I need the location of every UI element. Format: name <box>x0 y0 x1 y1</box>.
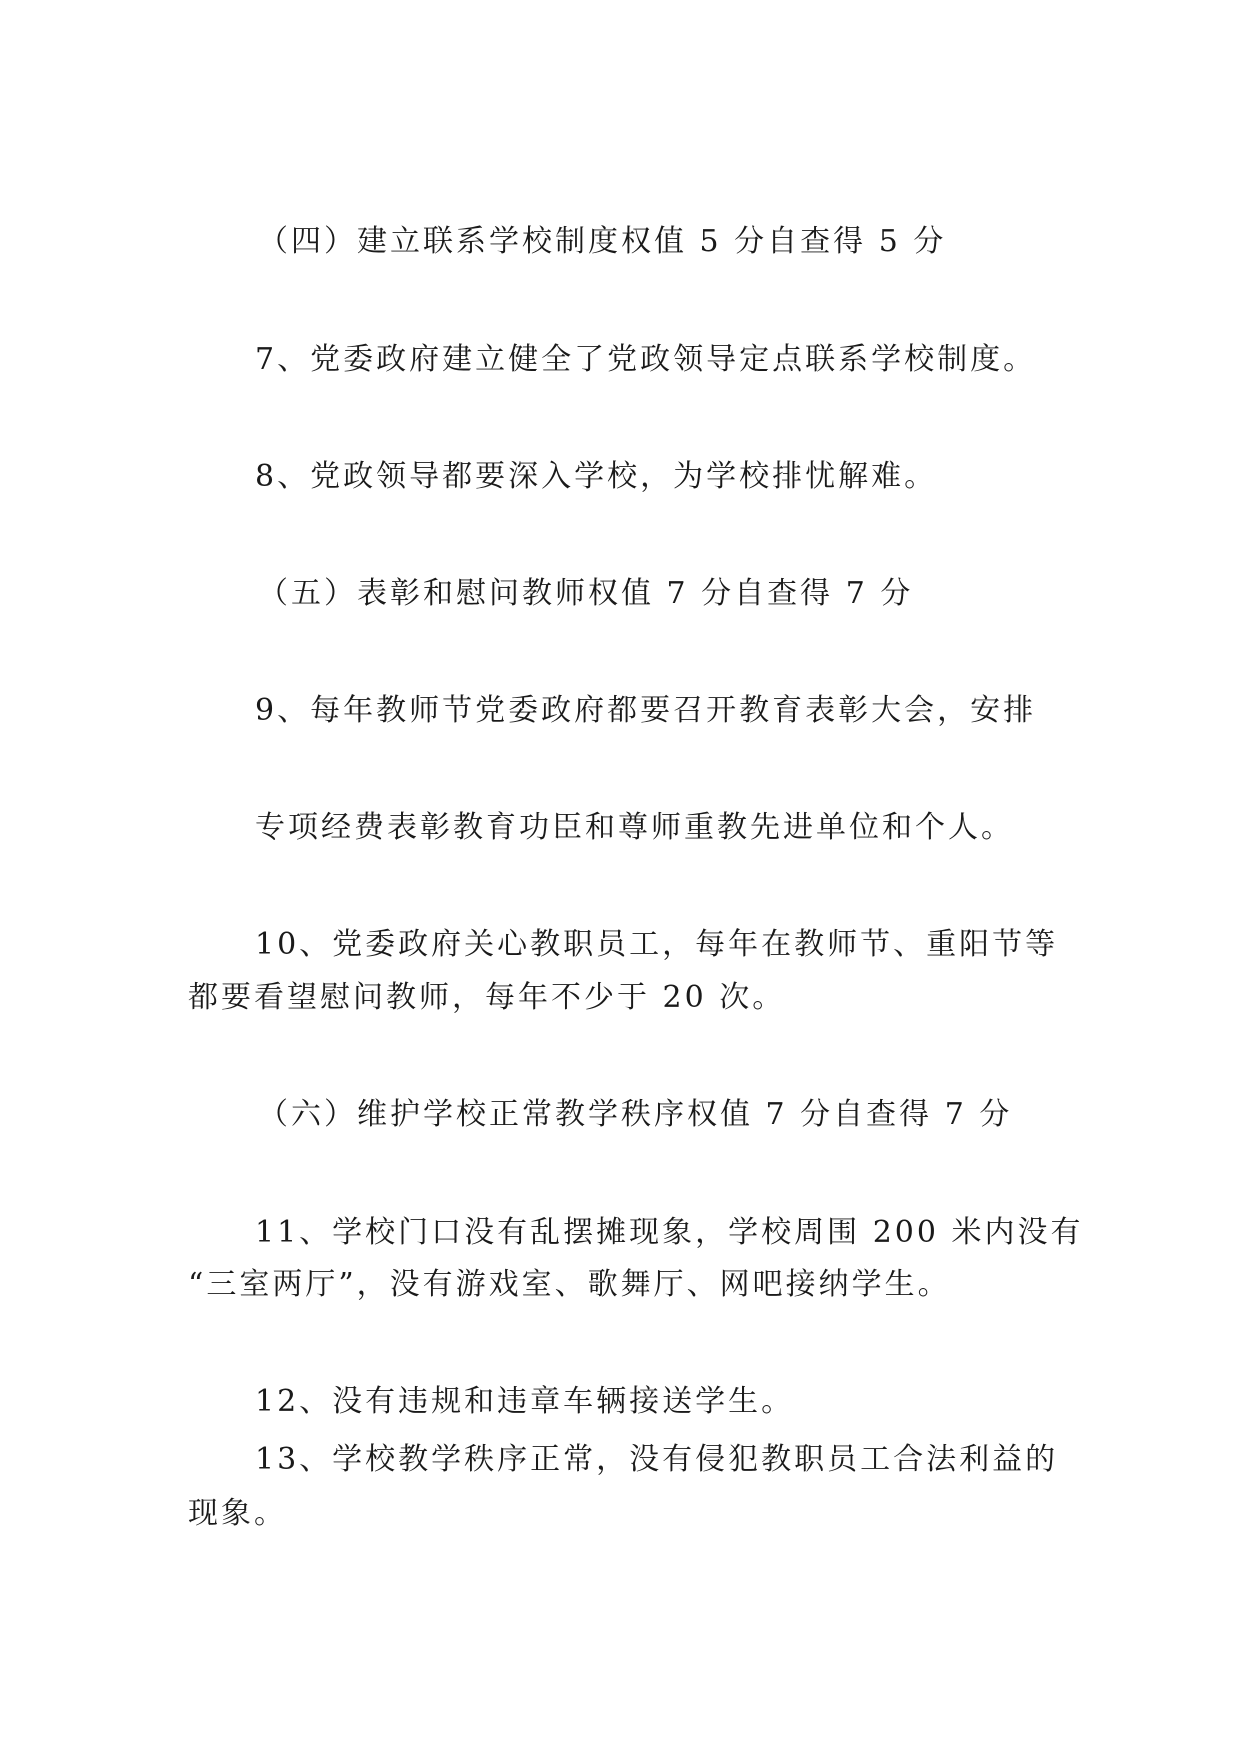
paragraph-item-13-continued: 现象。 <box>188 1496 287 1531</box>
paragraph-item-8: 8、党政领导都要深入学校，为学校排忧解难。 <box>255 459 938 494</box>
section-heading-4: （四）建立联系学校制度权值 5 分自查得 5 分 <box>258 224 947 259</box>
paragraph-item-10: 10、党委政府关心教职员工，每年在教师节、重阳节等 <box>255 927 1059 962</box>
paragraph-item-11: 11、学校门口没有乱摆摊现象，学校周围 200 米内没有 <box>255 1215 1084 1250</box>
paragraph-item-11-continued: “三室两厅”，没有游戏室、歌舞厅、网吧接纳学生。 <box>188 1267 951 1302</box>
paragraph-item-9: 9、每年教师节党委政府都要召开教育表彰大会，安排 <box>255 693 1037 728</box>
section-heading-5: （五）表彰和慰问教师权值 7 分自查得 7 分 <box>258 576 914 611</box>
paragraph-item-7: 7、党委政府建立健全了党政领导定点联系学校制度。 <box>255 342 1037 377</box>
section-heading-6: （六）维护学校正常教学秩序权值 7 分自查得 7 分 <box>258 1097 1013 1132</box>
paragraph-item-9-continued: 专项经费表彰教育功臣和尊师重教先进单位和个人。 <box>255 810 1014 845</box>
paragraph-item-13: 13、学校教学秩序正常，没有侵犯教职员工合法利益的 <box>255 1442 1059 1477</box>
paragraph-item-10-continued: 都要看望慰问教师，每年不少于 20 次。 <box>188 980 786 1015</box>
paragraph-item-12: 12、没有违规和违章车辆接送学生。 <box>255 1384 795 1419</box>
